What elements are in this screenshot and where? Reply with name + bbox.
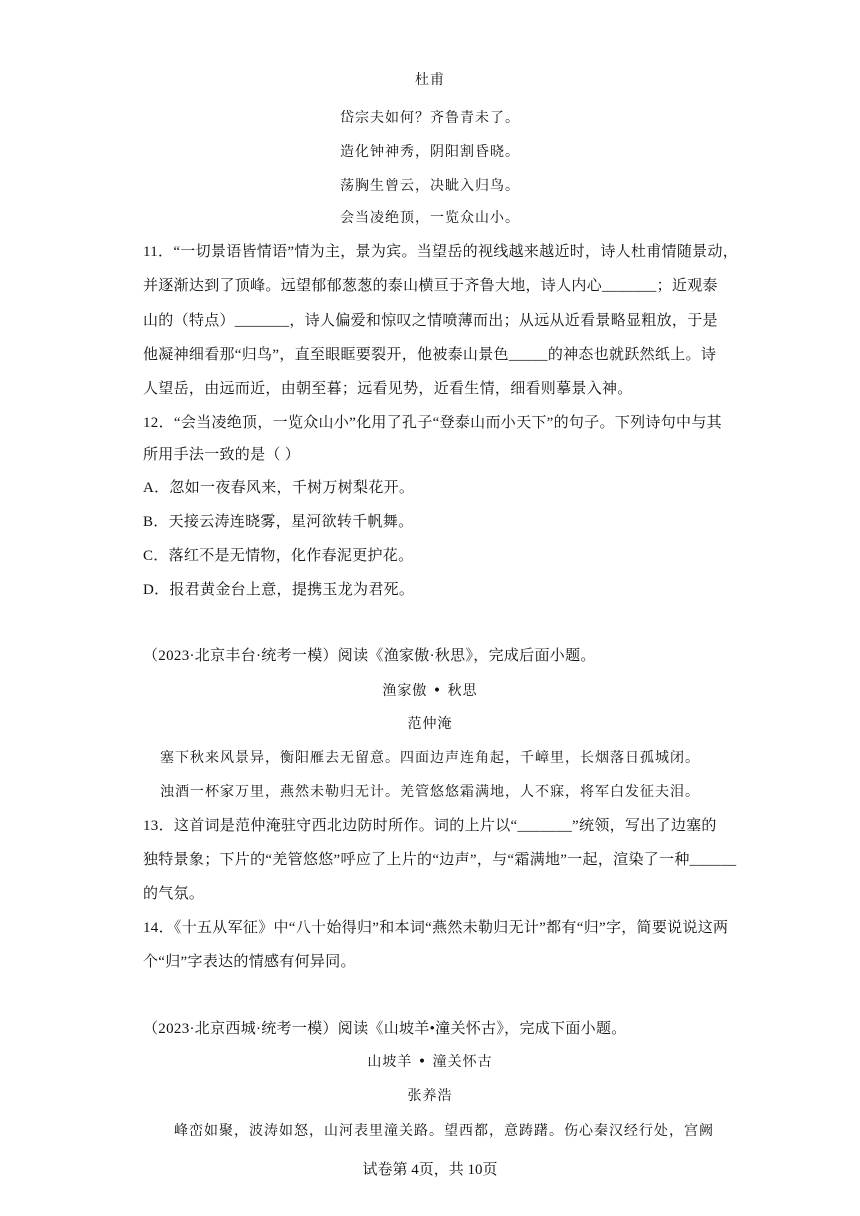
- poem1-author: 杜甫: [415, 72, 445, 88]
- poem1-line-2: 造化钟神秀，阴阳割昏晓。: [340, 144, 520, 160]
- q11-line-5: 人望岳，由远而近，由朝至暮；远看见势，近看生情，细看则摹景入神。: [143, 381, 633, 397]
- q12-stem-1: 12．“会当凌绝顶，一览众山小”化用了孔子“登泰山而小天下”的句子。下列诗句中与其: [143, 415, 722, 431]
- q13-line-3: 的气氛。: [143, 886, 205, 902]
- section2-author: 范仲淹: [407, 716, 453, 732]
- q12-option-b: B．天接云涛连晓雾，星河欲转千帆舞。: [143, 514, 414, 530]
- section3-line-1: 峰峦如聚，波涛如怒，山河表里潼关路。望西都，意踌躇。伤心秦汉经行处，宫阙: [174, 1123, 714, 1139]
- q11-line-1: 11．“一切景语皆情语”情为主，景为宾。当望岳的视线越来越近时，诗人杜甫情随景动，: [143, 244, 739, 260]
- section2-line-1: 塞下秋来风景异，衡阳雁去无留意。四面边声连角起，千嶂里，长烟落日孤城闭。: [160, 750, 700, 766]
- poem1-line-4: 会当凌绝顶，一览众山小。: [340, 210, 520, 226]
- q13-line-1: 13．这首词是范仲淹驻守西北边防时所作。词的上片以“_______”统领，写出了边塞的: [143, 818, 717, 834]
- q14-line-2: 个“归”字表达的情感有何异同。: [143, 954, 356, 970]
- q11-line-2: 并逐渐达到了顶峰。远望郁郁葱葱的泰山横亘于齐鲁大地，诗人内心_______；近观泰: [143, 278, 718, 294]
- q13-line-2: 独特景象；下片的“羌管悠悠”呼应了上片的“边声”，与“霜满地”一起，渲染了一种______: [143, 852, 737, 868]
- section2-title: 渔家傲 • 秋思: [382, 683, 478, 699]
- q14-line-1: 14．《十五从军征》中“八十始得归”和本词“燕然未勒归无计”都有“归”字，简要说说这两: [143, 920, 729, 936]
- q11-line-3: 山的（特点）_______，诗人偏爱和惊叹之情喷薄而出；从远从近看景略显粗放，于是: [143, 313, 718, 329]
- poem1-line-1: 岱宗夫如何？齐鲁青未了。: [340, 110, 520, 126]
- q12-stem-2: 所用手法一致的是（ ）: [143, 447, 301, 463]
- section3-title: 山坡羊 • 潼关怀古: [367, 1054, 493, 1070]
- page-footer: 试卷第 4页，共 10页: [362, 1162, 498, 1178]
- section3-intro: （2023·北京西城·统考一模）阅读《山坡羊•潼关怀古》，完成下面小题。: [143, 1021, 627, 1037]
- q11-line-4: 他凝神细看那“归鸟”，直至眼眶要裂开，他被泰山景色_____的神态也就跃然纸上。诗: [143, 347, 717, 363]
- poem1-line-3: 荡胸生曾云，决眦入归鸟。: [340, 178, 520, 194]
- q12-option-c: C．落红不是无情物，化作春泥更护花。: [143, 548, 414, 564]
- q12-option-a: A．忽如一夜春风来，千树万树梨花开。: [143, 480, 415, 496]
- section2-intro: （2023·北京丰台·统考一模）阅读《渔家傲·秋思》，完成后面小题。: [143, 648, 596, 664]
- section3-author: 张养浩: [407, 1088, 453, 1104]
- section2-line-2: 浊酒一杯家万里，燕然未勒归无计。羌管悠悠霜满地，人不寐，将军白发征夫泪。: [160, 784, 700, 800]
- q12-option-d: D．报君黄金台上意，提携玉龙为君死。: [143, 582, 415, 598]
